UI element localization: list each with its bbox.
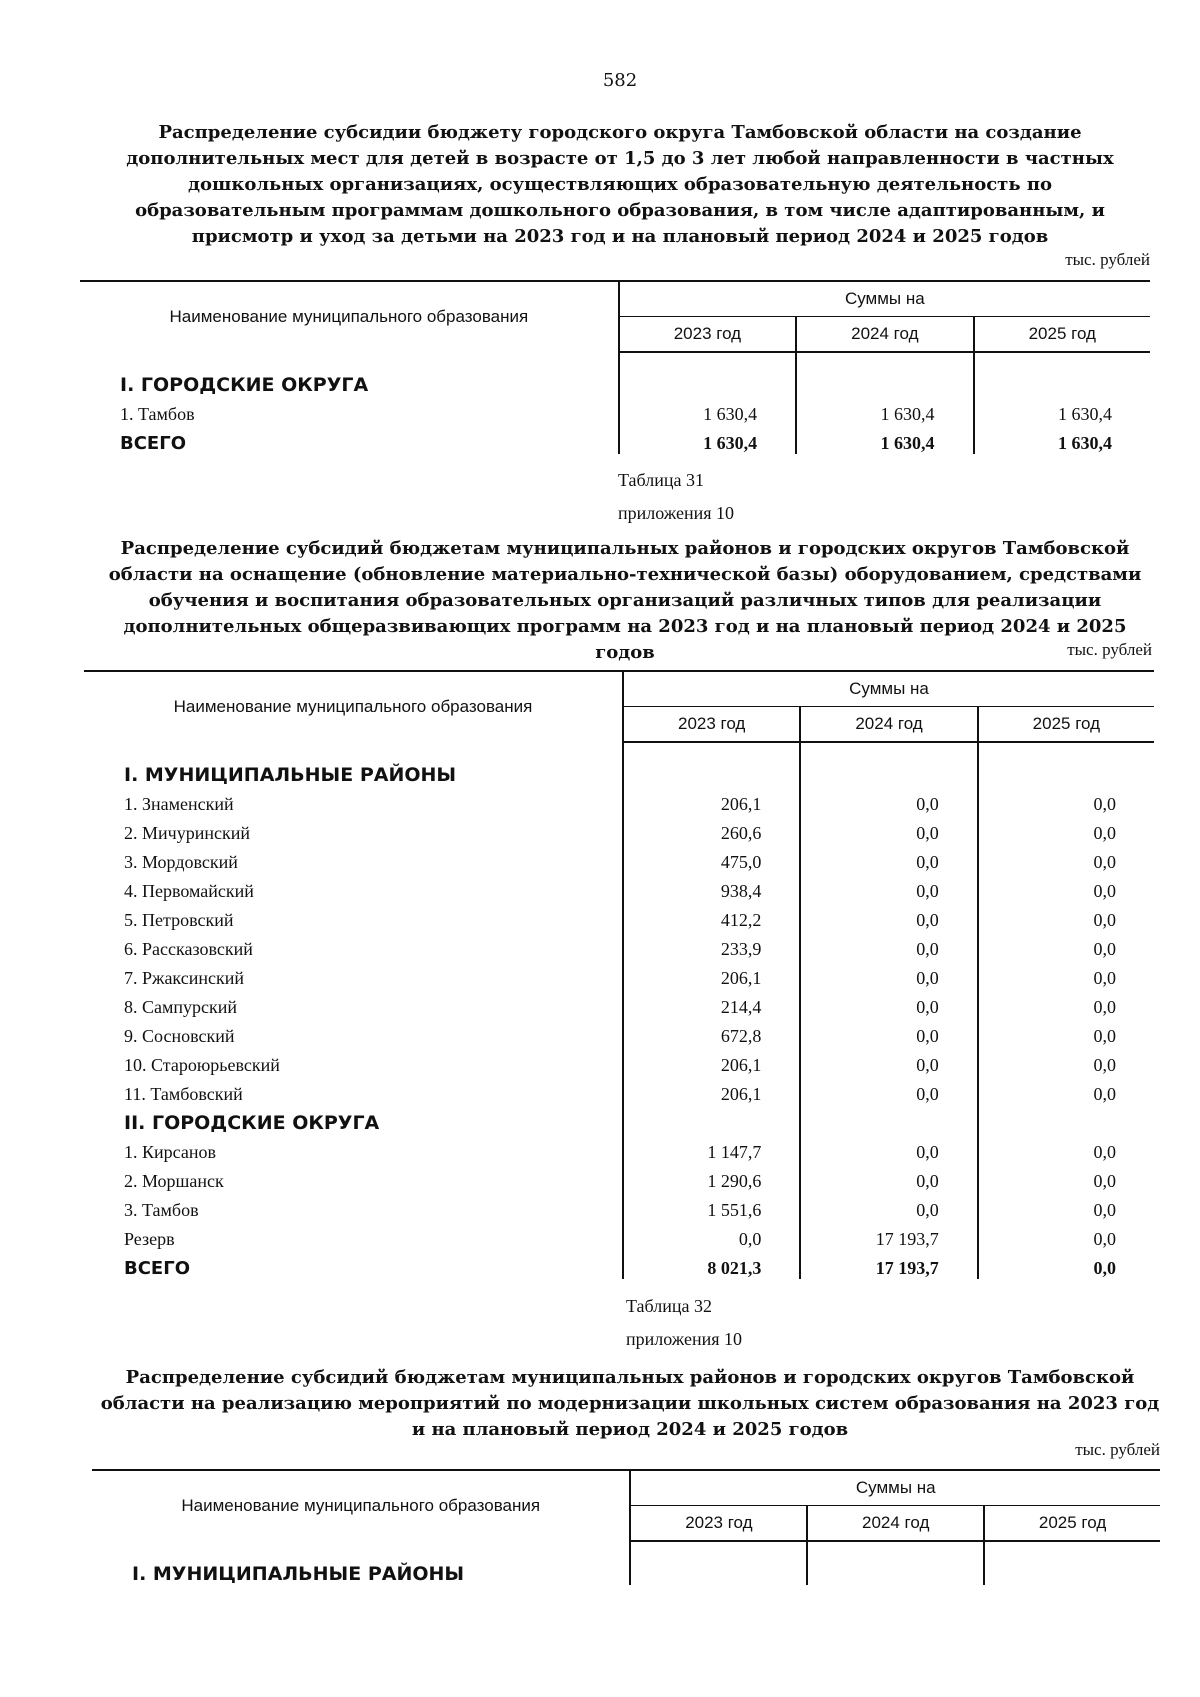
value-2025 <box>974 352 1150 396</box>
column-header-year: 2023 год <box>630 1506 807 1542</box>
value-2023: 672,8 <box>623 1018 800 1047</box>
data-table <box>92 1469 1160 1585</box>
row-name: 3. Тамбов <box>124 1200 199 1220</box>
value-2024: 0,0 <box>800 902 977 931</box>
value-2025: 0,0 <box>978 1134 1154 1163</box>
value-2023: 1 630,4 <box>619 396 796 425</box>
value-2024: 0,0 <box>800 1134 977 1163</box>
appendix-label: приложения 10 <box>626 1329 743 1349</box>
table-row <box>84 931 1154 960</box>
value-2023: 206,1 <box>623 786 800 815</box>
section-row <box>84 1105 1154 1134</box>
value-2025: 0,0 <box>978 873 1154 902</box>
value-2023: 233,9 <box>623 931 800 960</box>
value-2025 <box>978 742 1154 786</box>
column-header-year: 2023 год <box>623 707 800 743</box>
value-2023 <box>630 1541 807 1585</box>
table-row <box>84 989 1154 1018</box>
table-row <box>84 1076 1154 1105</box>
value-2023 <box>623 1105 800 1134</box>
value-2023: 412,2 <box>623 902 800 931</box>
value-2024: 17 193,7 <box>800 1250 977 1279</box>
value-2024 <box>796 352 973 396</box>
value-2024 <box>800 1105 977 1134</box>
column-header-year: 2025 год <box>978 707 1154 743</box>
data-table <box>84 670 1154 1279</box>
total-row <box>80 425 1150 454</box>
value-2023: 0,0 <box>623 1221 800 1250</box>
value-2025: 0,0 <box>978 1018 1154 1047</box>
row-name: 1. Тамбов <box>120 404 195 424</box>
value-2023 <box>623 742 800 786</box>
value-2024: 0,0 <box>800 1076 977 1105</box>
value-2023: 214,4 <box>623 989 800 1018</box>
table-row <box>84 1163 1154 1192</box>
value-2024: 1 630,4 <box>796 396 973 425</box>
section-row <box>92 1541 1160 1585</box>
row-name: 11. Тамбовский <box>124 1084 243 1104</box>
row-name: I. МУНИЦИПАЛЬНЫЕ РАЙОНЫ <box>132 1563 465 1585</box>
table-number-label: Таблица 32 <box>626 1296 712 1316</box>
units-label: тыс. рублей <box>1065 250 1150 269</box>
table-row <box>84 1192 1154 1221</box>
row-name: 5. Петровский <box>124 910 234 930</box>
row-name: 1. Знаменский <box>124 794 234 814</box>
value-2023: 475,0 <box>623 844 800 873</box>
row-name: 2. Моршанск <box>124 1171 224 1191</box>
value-2023: 260,6 <box>623 815 800 844</box>
column-header-sums: Суммы на <box>623 671 1154 707</box>
row-name: 7. Ржаксинский <box>124 968 244 988</box>
table-row <box>84 844 1154 873</box>
table-row <box>84 786 1154 815</box>
value-2025: 0,0 <box>978 989 1154 1018</box>
value-2023: 8 021,3 <box>623 1250 800 1279</box>
row-name: ВСЕГО <box>124 1258 190 1279</box>
value-2023: 1 551,6 <box>623 1192 800 1221</box>
column-header-year: 2024 год <box>807 1506 984 1542</box>
value-2024: 0,0 <box>800 1018 977 1047</box>
value-2025 <box>984 1541 1160 1585</box>
page-number: 582 <box>602 70 638 91</box>
value-2023: 1 630,4 <box>619 425 796 454</box>
value-2025 <box>978 1105 1154 1134</box>
row-name: 8. Сампурский <box>124 997 238 1017</box>
row-name: 9. Сосновский <box>124 1026 235 1046</box>
section-row <box>80 352 1150 396</box>
value-2025: 0,0 <box>978 931 1154 960</box>
row-name: 4. Первомайский <box>124 881 254 901</box>
value-2023: 206,1 <box>623 960 800 989</box>
table-title: Распределение субсидий бюджетам муниципальных районов и городских округов Тамбовской области на оснащение (обновление материально-технической базы) оборудованием, средствами обучения и воспитания образовательных организаций различных типов для реализации дополнительных общеразвивающих программ на 2023 год и на плановый период 2024 и 2025 годов <box>108 538 1142 663</box>
value-2024: 0,0 <box>800 815 977 844</box>
total-row <box>84 1250 1154 1279</box>
data-table <box>80 280 1150 454</box>
value-2025: 1 630,4 <box>974 396 1150 425</box>
row-name: 10. Староюрьевский <box>124 1055 280 1075</box>
value-2023: 938,4 <box>623 873 800 902</box>
table-row <box>84 1018 1154 1047</box>
table-number-label: Таблица 31 <box>618 470 704 490</box>
column-header-year: 2023 год <box>619 317 796 353</box>
row-name: Резерв <box>124 1229 175 1249</box>
column-header-sums: Суммы на <box>630 1470 1160 1506</box>
row-name: 2. Мичуринский <box>124 823 250 843</box>
value-2024: 0,0 <box>800 989 977 1018</box>
row-name: 3. Мордовский <box>124 852 238 872</box>
value-2025: 0,0 <box>978 1076 1154 1105</box>
units-label: тыс. рублей <box>1075 1440 1160 1459</box>
value-2025: 0,0 <box>978 1250 1154 1279</box>
column-header-year: 2024 год <box>796 317 973 353</box>
value-2023: 1 147,7 <box>623 1134 800 1163</box>
column-header-year: 2024 год <box>800 707 977 743</box>
table-row <box>84 1047 1154 1076</box>
value-2025: 0,0 <box>978 1221 1154 1250</box>
table-row <box>80 396 1150 425</box>
row-name: I. МУНИЦИПАЛЬНЫЕ РАЙОНЫ <box>124 764 457 786</box>
row-name: I. ГОРОДСКИЕ ОКРУГА <box>120 374 369 396</box>
table-row <box>84 815 1154 844</box>
column-header-year: 2025 год <box>984 1506 1160 1542</box>
section-row <box>84 742 1154 786</box>
column-header-sums: Суммы на <box>619 281 1150 317</box>
value-2024 <box>800 742 977 786</box>
table-title: Распределение субсидии бюджету городского округа Тамбовской области на создание дополнительных мест для детей в возрасте от 1,5 до 3 лет любой направленности в частных дошкольных организациях, осуществляющих образовательную деятельность по образовательным программам дошкольного образования, в том числе адаптированным, и присмотр и уход за детьми на 2023 год и на плановый период 2024 и 2025 годов <box>126 122 1114 247</box>
table-row <box>84 1134 1154 1163</box>
value-2024: 0,0 <box>800 960 977 989</box>
table-row <box>84 1221 1154 1250</box>
value-2025: 0,0 <box>978 902 1154 931</box>
column-header-name: Наименование муниципального образования <box>92 1470 630 1541</box>
table-row <box>84 960 1154 989</box>
value-2024: 0,0 <box>800 1192 977 1221</box>
value-2024: 0,0 <box>800 931 977 960</box>
value-2024: 0,0 <box>800 786 977 815</box>
row-name: II. ГОРОДСКИЕ ОКРУГА <box>124 1112 380 1134</box>
value-2025: 0,0 <box>978 786 1154 815</box>
row-name: 6. Рассказовский <box>124 939 253 959</box>
appendix-label: приложения 10 <box>618 503 735 523</box>
table-title: Распределение субсидий бюджетам муниципальных районов и городских округов Тамбовской области на реализацию мероприятий по модернизации школьных систем образования на 2023 год и на плановый период 2024 и 2025 годов <box>100 1367 1160 1440</box>
value-2023: 206,1 <box>623 1047 800 1076</box>
value-2025: 0,0 <box>978 1192 1154 1221</box>
value-2025: 1 630,4 <box>974 425 1150 454</box>
value-2023 <box>619 352 796 396</box>
value-2024: 0,0 <box>800 1163 977 1192</box>
units-label: тыс. рублей <box>1067 640 1152 659</box>
value-2025: 0,0 <box>978 960 1154 989</box>
value-2025: 0,0 <box>978 1163 1154 1192</box>
table-row <box>84 873 1154 902</box>
column-header-name: Наименование муниципального образования <box>80 281 619 352</box>
value-2024: 1 630,4 <box>796 425 973 454</box>
value-2023: 206,1 <box>623 1076 800 1105</box>
value-2024: 0,0 <box>800 1047 977 1076</box>
value-2023: 1 290,6 <box>623 1163 800 1192</box>
row-name: 1. Кирсанов <box>124 1142 216 1162</box>
column-header-year: 2025 год <box>974 317 1150 353</box>
value-2025: 0,0 <box>978 1047 1154 1076</box>
value-2024: 17 193,7 <box>800 1221 977 1250</box>
value-2025: 0,0 <box>978 844 1154 873</box>
column-header-name: Наименование муниципального образования <box>84 671 623 742</box>
row-name: ВСЕГО <box>120 433 186 454</box>
value-2024 <box>807 1541 984 1585</box>
value-2025: 0,0 <box>978 815 1154 844</box>
value-2024: 0,0 <box>800 844 977 873</box>
value-2024: 0,0 <box>800 873 977 902</box>
table-row <box>84 902 1154 931</box>
